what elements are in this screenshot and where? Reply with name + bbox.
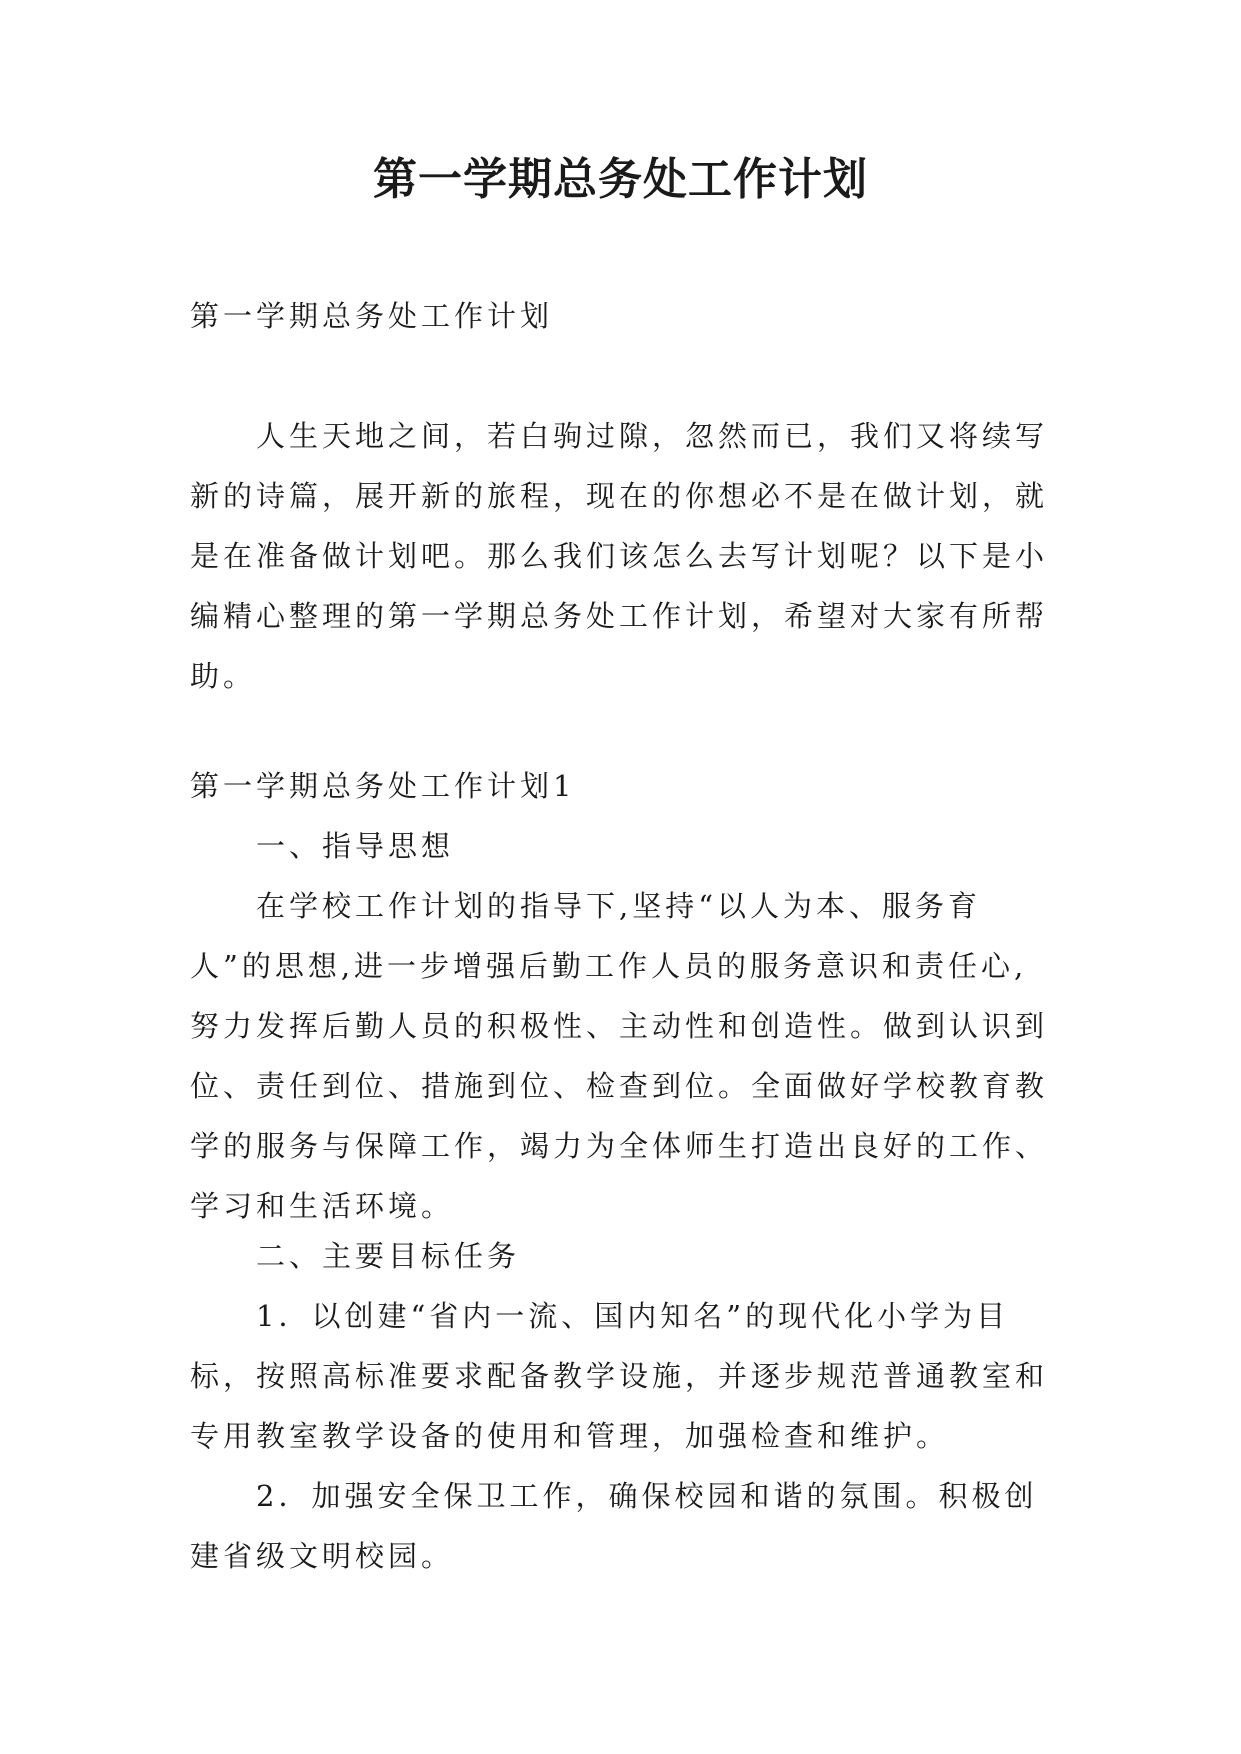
task-item-two: 2．加强安全保卫工作，确保校园和谐的氛围。积极创建省级文明校园。 [190, 1479, 1038, 1573]
document-title: 第一学期总务处工作计划 [373, 154, 868, 205]
task-item-one: 1．以创建“省内一流、国内知名”的现代化小学为目标，按照高标准要求配备教学设施，并逐步规范普通教室和专用教室教学设备的使用和管理，加强检查和维护。 [190, 1299, 1049, 1453]
document-subtitle: 第一学期总务处工作计划 [190, 299, 554, 333]
section-heading: 第一学期总务处工作计划1 [190, 769, 576, 803]
intro-paragraph: 人生天地之间，若白驹过隙，忽然而已，我们又将续写新的诗篇，展开新的旅程，现在的你想必不是在做计划，就是在准备做计划吧。那么我们该怎么去写计划呢？以下是小编精心整理的第一学期总务处工作计划，希望对大家有所帮助。 [190, 419, 1049, 693]
point-two-heading: 二、主要目标任务 [256, 1239, 521, 1273]
point-one-heading: 一、指导思想 [256, 829, 455, 863]
guiding-ideology-paragraph: 在学校工作计划的指导下,坚持“以人为本、服务育人”的思想,进一步增强后勤工作人员的服务意识和责任心,努力发挥后勤人员的积极性、主动性和创造性。做到认识到位、责任到位、措施到位、检查到位。全面做好学校教育教学的服务与保障工作，竭力为全体师生打造出良好的工作、学习和生活环境。 [190, 889, 1049, 1223]
